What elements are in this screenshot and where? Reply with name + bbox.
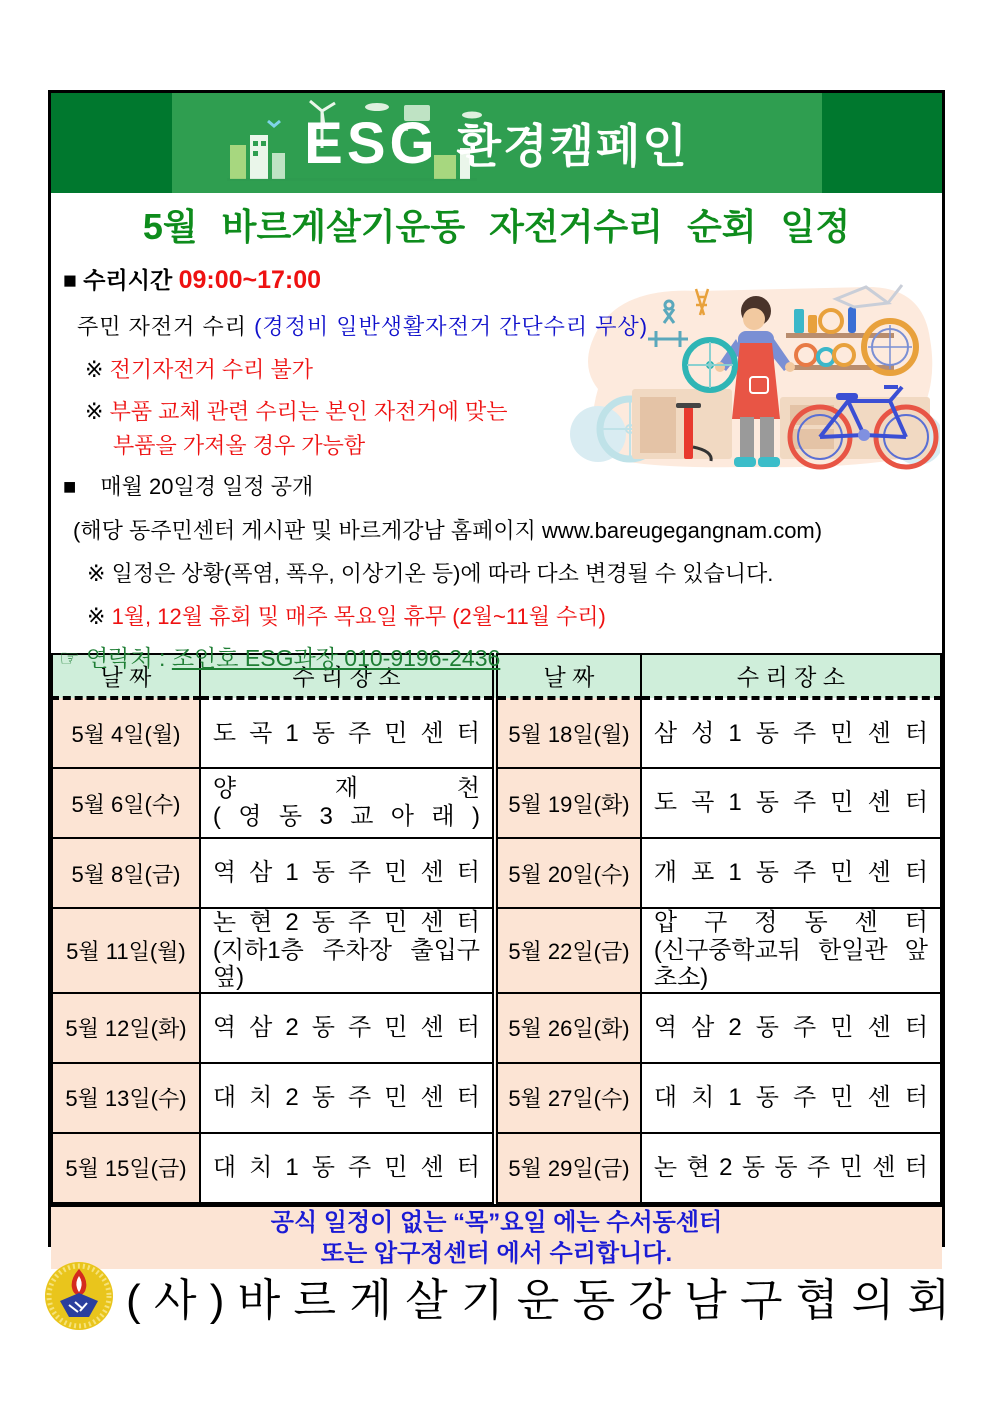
closed-notice-line [51,588,942,631]
contact-line [51,630,942,673]
closed-notice-text: 1월, 12월 휴회 및 매주 목요일 휴무 (2월~11월 수리) [111,603,606,629]
contact-value: 조인호 ESG과장 010-9196-2436 [171,645,501,672]
location-line: 역 삼 1 동 주 민 센 터 [212,859,480,887]
esg-banner-art [172,93,822,193]
footer [42,1254,950,1338]
date-cell: 5월 13일(수) [52,1063,200,1133]
no-ebike-line [51,341,942,384]
monthly-schedule-line [51,459,942,501]
contact-label: 연락처 : [86,645,172,672]
square-bullet-icon: ■ [63,267,77,293]
parts-line-2 [51,426,942,460]
location-line: 대 치 1 동 주 민 센 터 [212,1153,480,1181]
reference-mark-icon: ※ [85,399,104,425]
date-cell: 5월 18일(월) [495,698,641,768]
esg-logo-text: ESG [304,110,439,176]
location-line: 대 치 1 동 주 민 센 터 [653,1083,928,1111]
weather-notice-line [51,544,942,588]
date-cell: 5월 22일(금) [495,908,641,993]
date-cell: 5월 15일(금) [52,1133,200,1203]
location-cell [641,838,941,908]
date-cell: 5월 12일(화) [52,993,200,1063]
pointing-hand-icon: ☞ [59,645,80,672]
weather-notice-text: 일정은 상황(폭염, 폭우, 이상기온 등)에 따라 다소 변경될 수 있습니다. [111,561,774,587]
location-line: 양 재 천 [212,775,480,803]
reference-mark-icon: ※ [87,561,106,587]
repair-time-label: 수리시간 [83,267,173,293]
no-ebike-text: 전기자전거 수리 불가 [109,356,314,382]
location-line: ( 영 동 3 교 아 래 ) [212,803,480,830]
location-cell [641,1133,941,1203]
organization-name: ( 사 ) 바 르 게 살 기 운 동 강 남 구 협 의 회 [126,1276,950,1325]
square-bullet-icon: ■ [63,474,77,500]
location-line: (신구중학교뒤 한일관 앞 초소) [653,936,928,992]
repair-time-line [51,255,942,296]
reference-mark-icon: ※ [87,603,106,629]
thursday-notice-line-1: 공식 일정이 없는 “목”요일 에는 수서동센터 [270,1208,723,1236]
date-cell: 5월 4일(월) [52,698,200,768]
table-row [52,1133,941,1203]
location-line: 역 삼 2 동 주 민 센 터 [653,1013,928,1041]
monthly-schedule-text: 매월 20일경 일정 공개 [100,474,314,500]
location-line: 도 곡 1 동 주 민 센 터 [653,789,928,817]
location-cell [641,698,941,768]
location-cell [200,768,495,838]
location-line: 개 포 1 동 주 민 센 터 [653,859,928,887]
location-line: 도 곡 1 동 주 민 센 터 [212,719,480,747]
location-cell [641,1063,941,1133]
location-line: 삼 성 1 동 주 민 센 터 [653,719,928,747]
monthly-schedule-sub: (해당 동주민센터 게시판 및 바르게강남 홈페이지 www.bareugegangnam.com) [73,517,823,543]
table-row [52,768,941,838]
location-line: 역 삼 2 동 주 민 센 터 [212,1013,480,1041]
header-location-left: 수 리 장 소 [200,654,495,698]
resident-repair-line [51,296,942,341]
date-cell: 5월 29일(금) [495,1133,641,1203]
parts-text-1: 부품 교체 관련 수리는 본인 자전거에 맞는 [109,399,508,425]
thursday-notice-line-2: 또는 압구정센터 에서 수리합니다. [320,1239,673,1267]
resident-repair-text: 주민 자전거 수리 [77,314,255,340]
location-cell [200,993,495,1063]
location-cell [641,908,941,993]
location-line: 압 구 정 동 센 터 [653,909,928,936]
location-cell [200,698,495,768]
repair-schedule-table [51,653,942,1204]
esg-banner [51,93,942,193]
location-cell [641,768,941,838]
date-cell: 5월 8일(금) [52,838,200,908]
page-title: 5월 바르게살기운동 자전거수리 순회 일정 [142,205,851,247]
document-frame [48,90,945,1267]
repair-time-value: 09:00~17:00 [178,266,322,294]
location-cell [641,993,941,1063]
info-section [51,255,942,672]
reference-mark-icon: ※ [85,356,104,382]
location-line: 논 현 2 동 동 주 민 센 터 [653,1153,928,1181]
table-row [52,698,941,768]
table-row [52,1063,941,1133]
date-cell: 5월 27일(수) [495,1063,641,1133]
org-logo [42,1259,116,1333]
parts-text-2: 부품을 가져올 경우 가능함 [113,432,366,458]
buildings-icon [230,135,285,179]
date-cell: 5월 11일(월) [52,908,200,993]
date-cell: 5월 26일(화) [495,993,641,1063]
campaign-title: 환경캠페인 [456,120,689,172]
resident-repair-detail: (경정비 일반생활자전거 간단수리 무상) [254,314,649,340]
location-line: (지하1층 주차장 출입구 옆) [212,936,480,992]
date-cell: 5월 6일(수) [52,768,200,838]
parts-line-1 [51,383,942,426]
table-row [52,838,941,908]
table-row [52,908,941,993]
location-cell [200,908,495,993]
header-date-left: 날 짜 [52,654,200,698]
location-line: 논 현 2 동 주 민 센 터 [212,909,480,936]
header-location-right: 수 리 장 소 [641,654,941,698]
table-row [52,993,941,1063]
location-line: 대 치 2 동 주 민 센 터 [212,1083,480,1111]
date-cell: 5월 19일(화) [495,768,641,838]
header-date-right: 날 짜 [495,654,641,698]
location-cell [200,1133,495,1203]
location-cell [200,1063,495,1133]
location-cell [200,838,495,908]
date-cell: 5월 20일(수) [495,838,641,908]
